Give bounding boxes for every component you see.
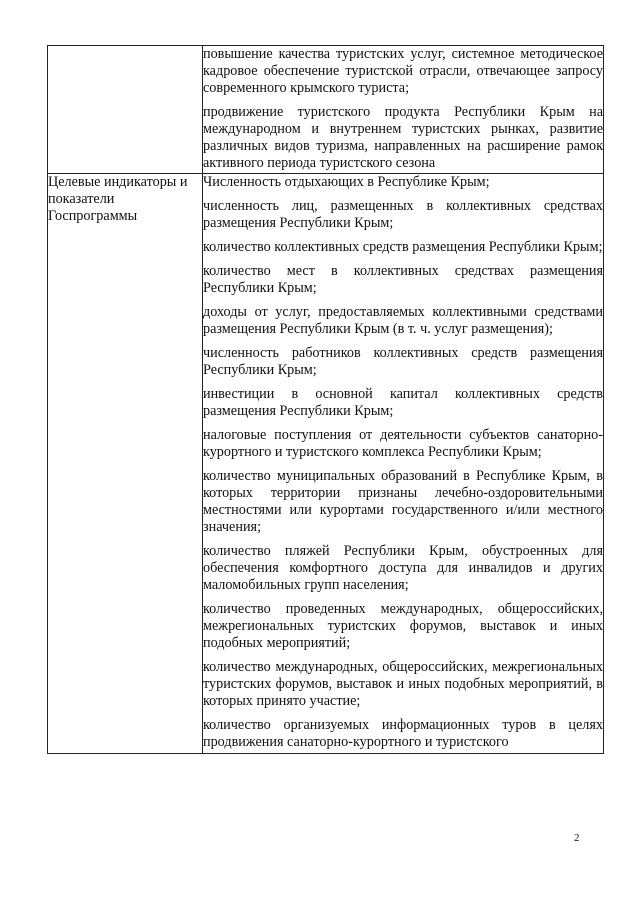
list-item: количество международных, общероссийских, межрегиональных туристских форумов, выставок и иных подобных мероприятий, в которых принято участие;	[203, 659, 603, 709]
list-item: Численность отдыхающих в Республике Крым;	[203, 174, 490, 190]
list-item: продвижение туристского продукта Республики Крым на международном и внутреннем туристских рынках, развитие различных видов туризма, направленных на расширение рамок активного периода туристского сезона	[203, 104, 603, 171]
list-item: количество организуемых информационных туров в целях продвижения санаторно-курортного и туристского	[203, 717, 603, 750]
list-item: количество проведенных международных, общероссийских, межрегиональных туристских форумов, выставок и иных подобных мероприятий;	[203, 601, 603, 651]
program-table	[47, 45, 604, 754]
list-item: доходы от услуг, предоставляемых коллективными средствами размещения Республики Крым (в т. ч. услуг размещения);	[203, 304, 603, 337]
list-item: количество пляжей Республики Крым, обустроенных для обеспечения комфортного доступа для инвалидов и других маломобильных групп населения;	[203, 543, 603, 593]
row-label-cell	[48, 46, 203, 174]
table-row	[48, 174, 604, 754]
list-item: численность лиц, размещенных в коллективных средствах размещения Республики Крым;	[203, 198, 603, 231]
list-item: количество мест в коллективных средствах размещения Республики Крым;	[203, 263, 603, 296]
list-item: налоговые поступления от деятельности субъектов санаторно-курортного и туристского комплекса Республики Крым;	[203, 427, 603, 460]
page-number: 2	[574, 832, 580, 844]
list-item: количество муниципальных образований в Республике Крым, в которых территории признаны лечебно-оздоровительными местностями или курортами государственного и/или местного значения;	[203, 468, 603, 535]
row-content-cell	[203, 46, 604, 174]
list-item: численность работников коллективных средств размещения Республики Крым;	[203, 345, 603, 378]
table-row	[48, 46, 604, 174]
list-item: инвестиции в основной капитал коллективных средств размещения Республики Крым;	[203, 386, 603, 419]
row-content-cell	[203, 174, 604, 754]
list-item: повышение качества туристских услуг, системное методическое кадровое обеспечение туристской отрасли, отвечающее запросу современного крымского туриста;	[203, 46, 603, 96]
row-label-cell: Целевые индикаторы и показатели Госпрограммы	[48, 174, 203, 754]
list-item: количество коллективных средств размещения Республики Крым;	[203, 239, 603, 255]
